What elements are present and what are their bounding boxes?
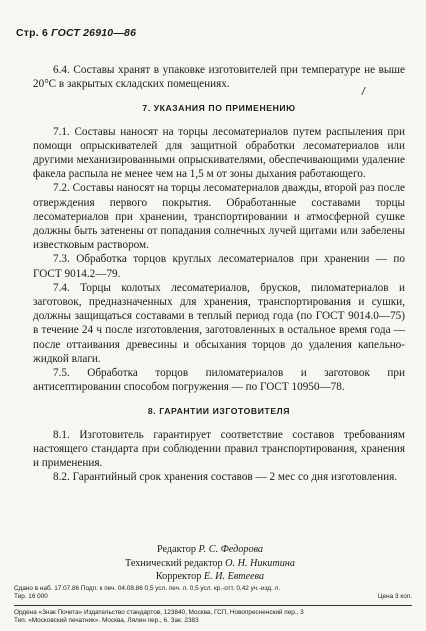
imprint-line-4: Тип. «Московский печатник». Москва, Лялин пер., 6. Зак. 2383	[14, 616, 199, 624]
paragraph-7-1: 7.1. Составы наносят на торцы лесоматериалов путем распыления при помощи опрыскивателей для защитной обработки лесоматериалов или другими механизированными опрыскивателями, обеспечивающими удаление факела распыла не менее чем на 1,5 м от зоны дыхания работающего.	[33, 125, 405, 181]
credit-proofreader	[60, 570, 360, 584]
credit-tech-editor	[60, 557, 360, 571]
page-number-label: Стр. 6	[16, 27, 49, 39]
page-header	[16, 27, 136, 39]
paragraph-6-4: 6.4. Составы хранят в упаковке изготовителей при температуре не выше 20°C в закрытых складских помещениях.	[33, 64, 405, 91]
imprint-divider	[14, 605, 412, 606]
credit-editor	[60, 543, 360, 557]
paragraph-8-1: 8.1. Изготовитель гарантирует соответствие составов требованиям настоящего стандарта при соблюдении правил транспортирования, хранения и применения.	[33, 428, 405, 470]
paragraph-7-3: 7.3. Обработка торцов круглых лесоматериалов при хранении — по ГОСТ 9014.2—79.	[33, 253, 405, 280]
credit-name: Р. С. Федорова	[198, 544, 264, 555]
imprint-line-1: Сдано в наб. 17.07.86 Подп. к печ. 04.08.86 0,5 усл. печ. л. 0,5 усл. кр.-отт. 0,42 уч.-изд. л.	[14, 585, 281, 592]
imprint-block	[14, 585, 412, 625]
credit-role: Корректор	[155, 571, 202, 582]
paragraph-7-2: 7.2. Составы наносят на торцы лесоматериалов дважды, второй раз после отверждения первого покрытия. Обработанные составами торцы лесоматериалов при хранении, транспортировании и атмосферной сушке должны быть затенены от попадания солнечных лучей щитами или забелены известковым раствором.	[33, 182, 405, 252]
imprint-line-2	[14, 593, 412, 601]
credit-role: Редактор	[156, 544, 196, 555]
section-8-title: 8. ГАРАНТИИ ИЗГОТОВИТЕЛЯ	[147, 406, 291, 417]
imprint-line-3: Ордена «Знак Почета» Издательство стандартов, 123840, Москва, ГСП, Новопресненский пер., 3	[14, 608, 304, 616]
paragraph-7-5: 7.5. Обработка торцов пиломатериалов и заготовок при антисептировании способом погружения — по ГОСТ 10950—78.	[33, 367, 405, 394]
paragraph-7-4: 7.4. Торцы колотых лесоматериалов, брусков, пиломатериалов и заготовок, предназначенных для хранения, транспортирования и сушки, должны защищаться составами в теплый период года (по ГОСТ 9014.0—75) в течение 24 ч после изготовления, заготовленных в остальное время года — после оттаивания древесины и обсыхания торцов до удаления капельно-жидкой влаги.	[33, 281, 405, 365]
price: Цена 3 коп.	[377, 593, 412, 601]
credit-name: О. Н. Никитина	[225, 557, 295, 569]
document-body	[33, 63, 405, 484]
section-7-title: 7. УКАЗАНИЯ ПО ПРИМЕНЕНИЮ	[142, 103, 296, 114]
credit-name: Е. И. Евтеева	[203, 571, 265, 582]
credit-role: Технический редактор	[125, 557, 223, 569]
print-run: Тир. 16 000	[14, 593, 48, 601]
gost-number: ГОСТ 26910—86	[51, 27, 137, 39]
paragraph-8-2: 8.2. Гарантийный срок хранения составов — 2 мес со дня изготовления.	[53, 471, 398, 484]
editorial-credits	[60, 543, 360, 584]
